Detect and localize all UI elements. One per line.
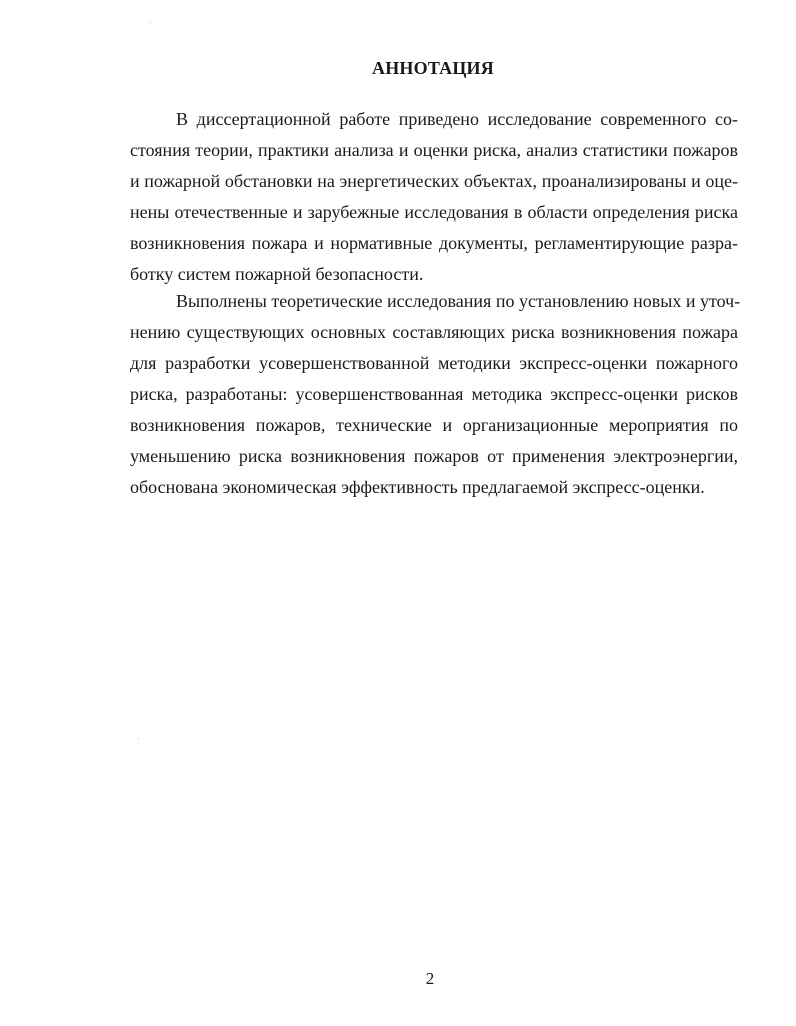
page-number: 2 xyxy=(425,969,435,988)
document-title: АННОТАЦИЯ xyxy=(372,58,494,78)
paragraph-2-line-6: уменьшению риска возникновения пожаров от применения электроэнергии, xyxy=(130,446,738,466)
paragraph-2-line-2: нению существующих основных составляющих риска возникновения пожара xyxy=(130,322,738,342)
scan-speck xyxy=(150,22,151,23)
paragraph-2-line-4: риска, разработаны: усовершенствованная методика экспресс-оценки рисков xyxy=(130,384,738,404)
paragraph-1-line-1: В диссертационной работе приведено исследование современного со- xyxy=(176,109,738,129)
paragraph-1-line-3: и пожарной обстановки на энергетических объектах, проанализированы и оце- xyxy=(130,171,738,191)
paragraph-1-line-5: возникновения пожара и нормативные документы, регламентирующие разра- xyxy=(130,233,738,253)
paragraph-1-line-4: нены отечественные и зарубежные исследования в области определения риска xyxy=(130,202,738,222)
paragraph-2-line-7: обоснована экономическая эффективность предлагаемой экспресс-оценки. xyxy=(130,477,705,497)
paragraph-2-line-3: для разработки усовершенствованной методики экспресс-оценки пожарного xyxy=(130,353,738,373)
paragraph-2-line-5: возникновения пожаров, технические и организационные мероприятия по xyxy=(130,415,738,435)
paragraph-1-line-6: ботку систем пожарной безопасности. xyxy=(130,264,424,284)
paragraph-1-line-2: стояния теории, практики анализа и оценки риска, анализ статистики пожаров xyxy=(130,140,738,160)
scan-speck xyxy=(138,738,139,739)
paragraph-2-line-1: Выполнены теоретические исследования по установлению новых и уточ- xyxy=(176,291,741,311)
